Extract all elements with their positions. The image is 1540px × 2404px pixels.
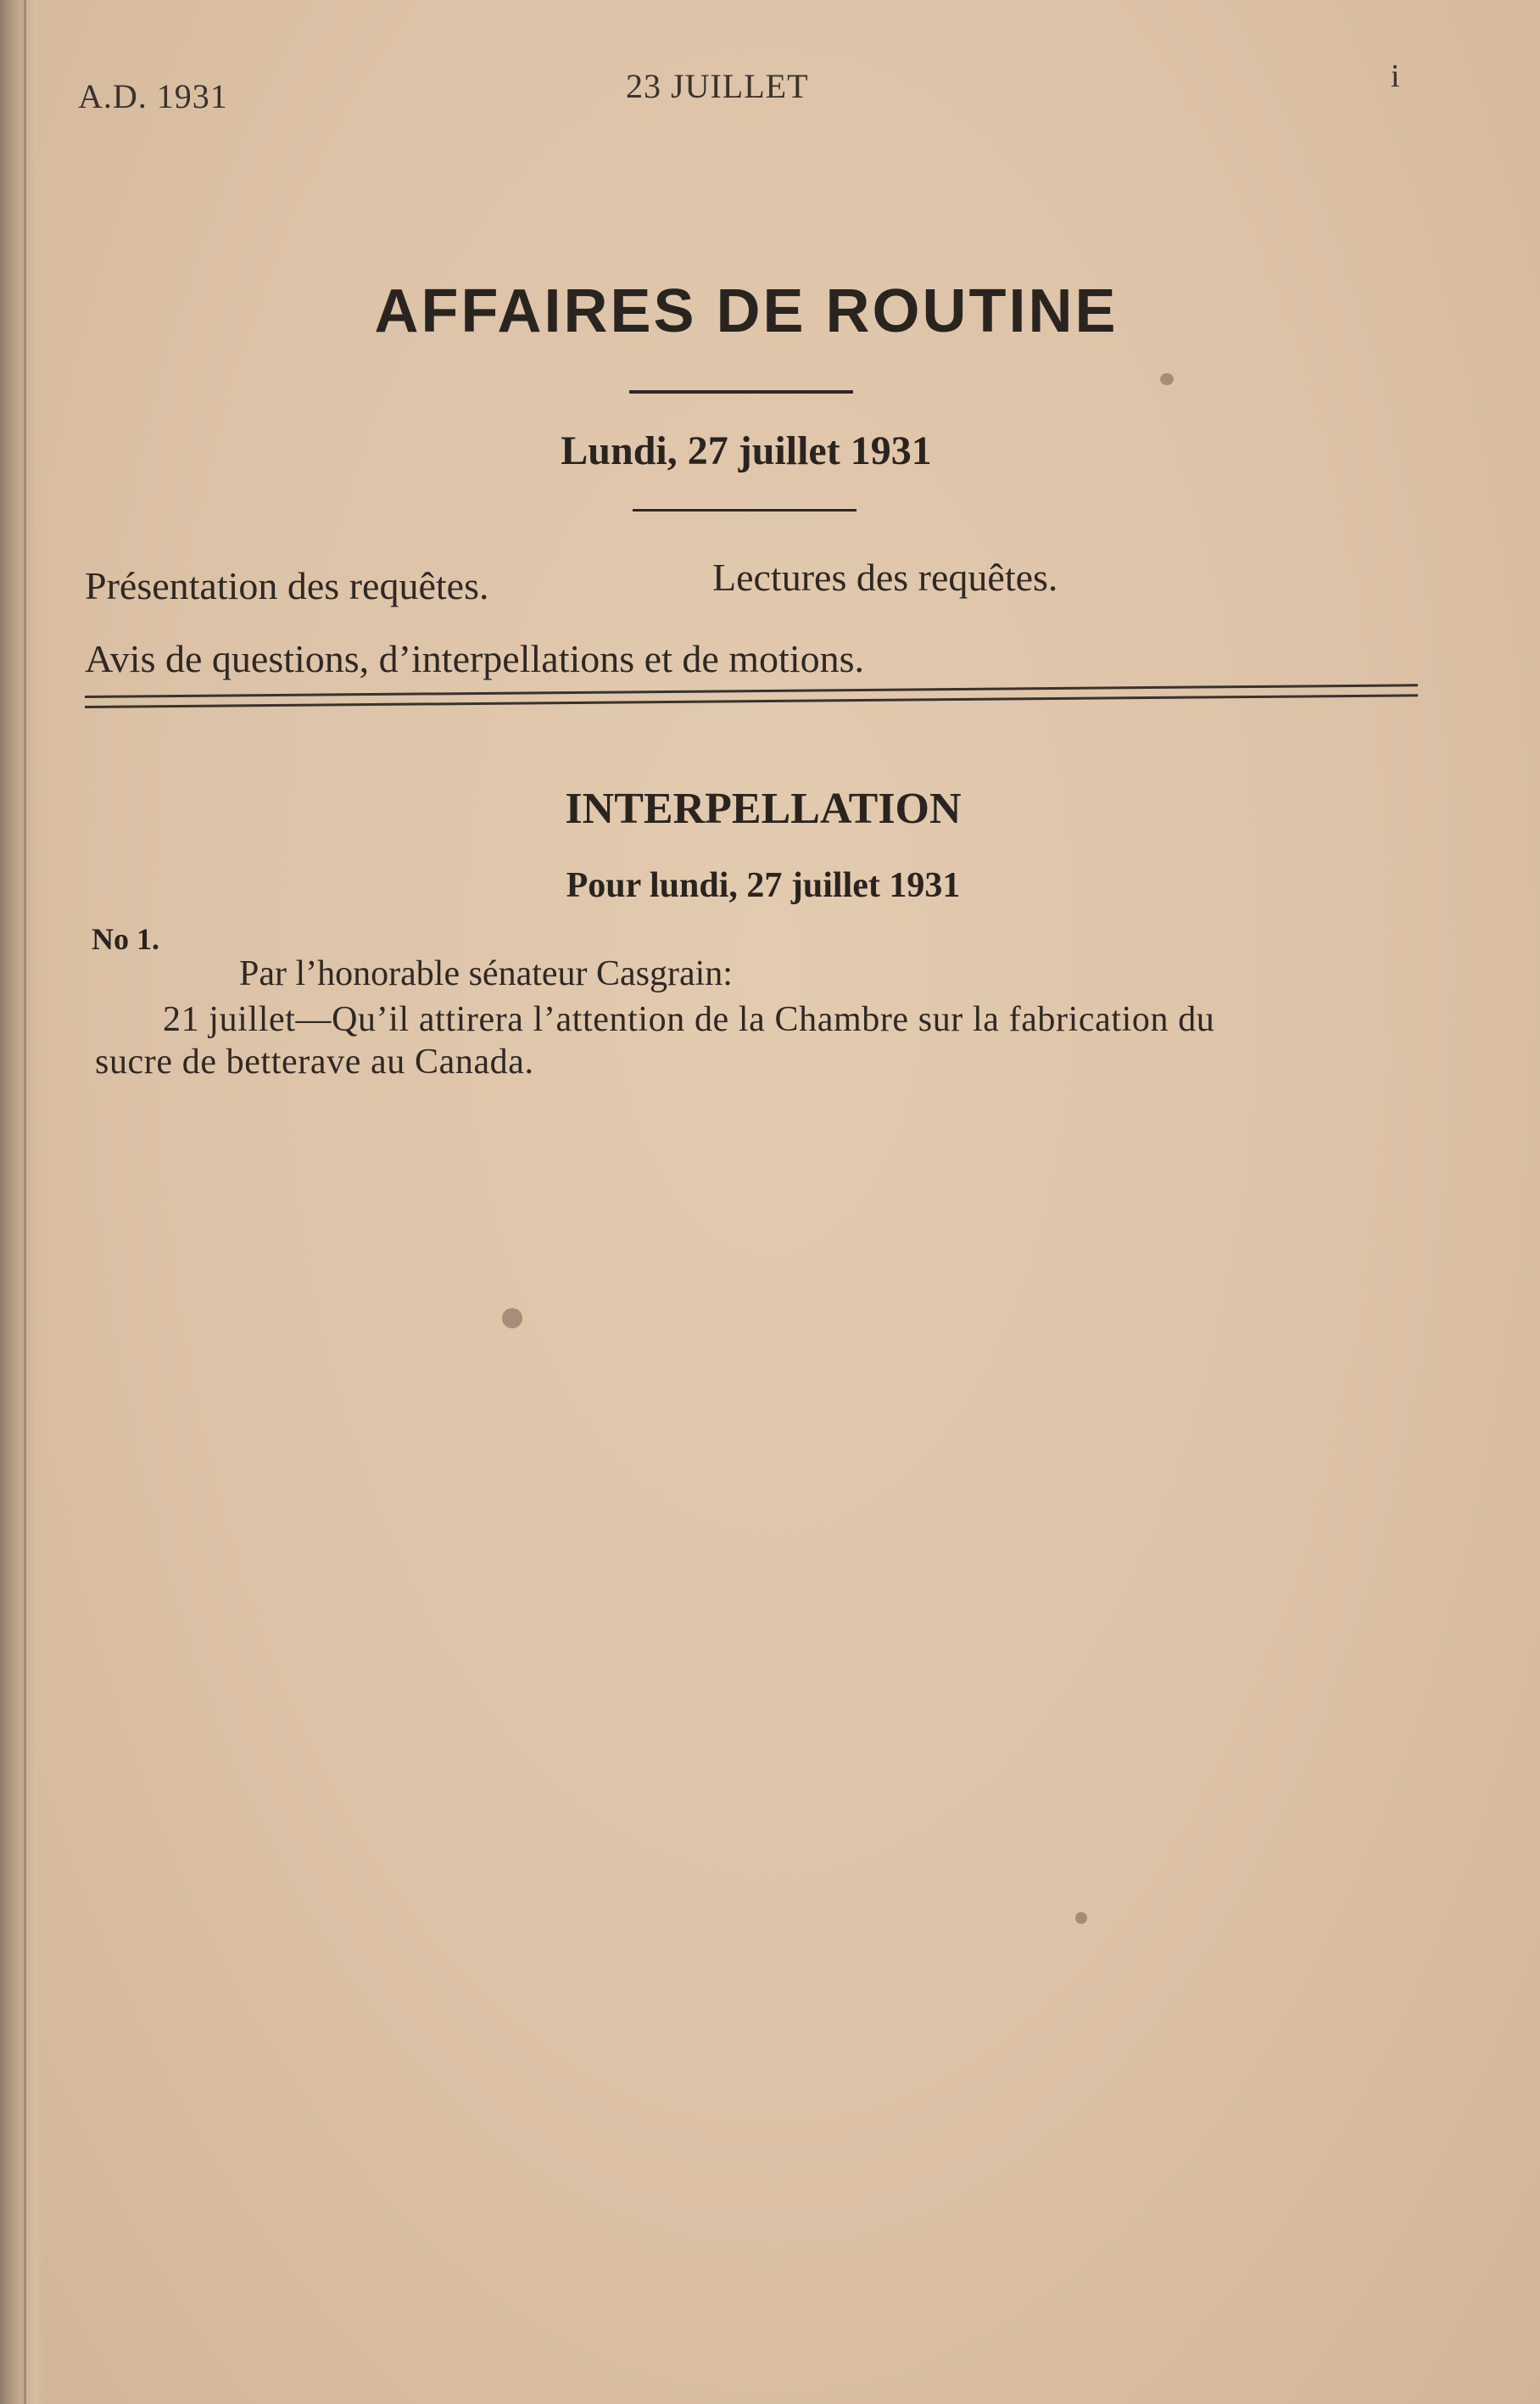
section-title: INTERPELLATION: [565, 785, 962, 833]
page-binding-shadow: [0, 0, 44, 2404]
item-author: Par l’honorable sénateur Casgrain:: [239, 954, 733, 993]
item-text-line: sucre de betterave au Canada.: [95, 1043, 534, 1082]
page-title: AFFAIRES DE ROUTINE: [374, 277, 1119, 345]
section-date: Pour lundi, 27 juillet 1931: [566, 866, 961, 905]
routine-item-notices: Avis de questions, d’interpellations et de motions.: [85, 637, 865, 680]
routine-item-readings: Lectures des requêtes.: [712, 556, 1058, 599]
item-text-line: 21 juillet—Qu’il attirera l’attention de la Chambre sur la fabrication du: [163, 1000, 1215, 1039]
paper-speck: [1160, 373, 1174, 385]
section-divider: [85, 684, 1418, 708]
running-header-date: 23 JUILLET: [626, 67, 809, 105]
title-rule: [629, 390, 853, 394]
page-number: i: [1391, 59, 1401, 94]
page-binding-edge: [24, 0, 26, 2404]
running-header-year: A.D. 1931: [78, 77, 228, 115]
paper-speck: [502, 1308, 522, 1328]
date-rule: [633, 509, 856, 512]
routine-item-presentation: Présentation des requêtes.: [85, 564, 489, 607]
date-heading: Lundi, 27 juillet 1931: [561, 428, 932, 473]
paper-speck: [1075, 1912, 1087, 1924]
item-number: No 1.: [92, 922, 159, 956]
